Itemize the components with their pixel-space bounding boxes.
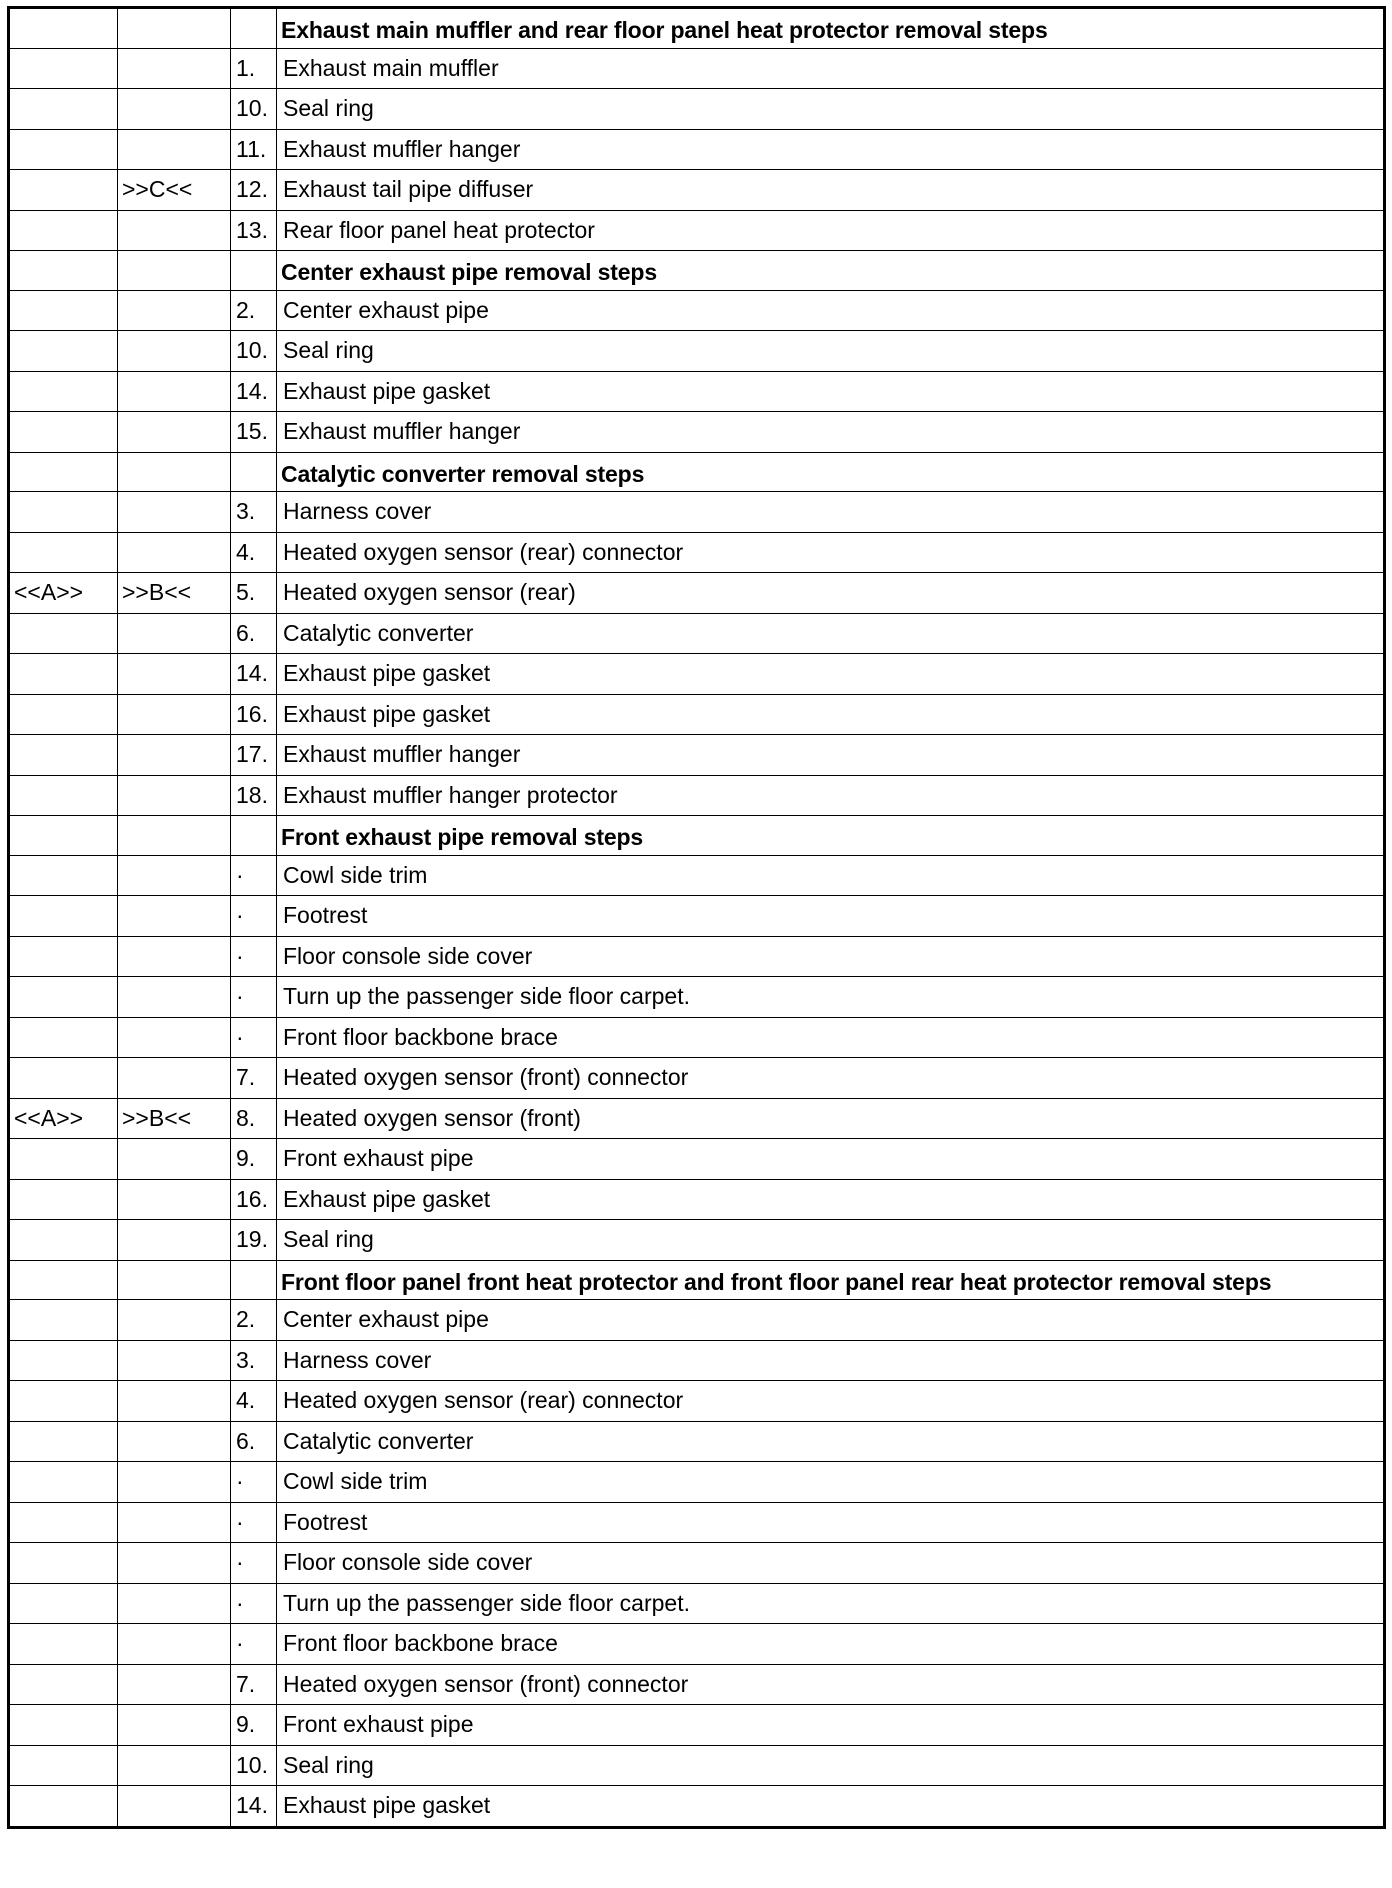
reference-b-cell [118, 1745, 231, 1786]
step-name: Seal ring [277, 331, 1385, 372]
step-row [9, 775, 1385, 816]
reference-a-cell [9, 1139, 118, 1180]
reference-b-cell [118, 1179, 231, 1220]
step-number: 13. [231, 210, 277, 251]
step-number: 8. [231, 1098, 277, 1139]
reference-a-cell [9, 855, 118, 896]
empty-cell [118, 251, 231, 291]
reference-a-cell [9, 1583, 118, 1624]
reference-b-cell: >>C<< [118, 170, 231, 211]
empty-cell [118, 816, 231, 856]
reference-a-cell [9, 613, 118, 654]
step-row [9, 1664, 1385, 1705]
step-name: Harness cover [277, 492, 1385, 533]
section-title: Exhaust main muffler and rear floor panel heat protector removal steps [277, 8, 1385, 49]
reference-b-cell [118, 492, 231, 533]
reference-a-cell [9, 89, 118, 130]
reference-a-cell [9, 170, 118, 211]
reference-a-cell [9, 1340, 118, 1381]
reference-a-cell [9, 371, 118, 412]
reference-b-cell [118, 1421, 231, 1462]
removal-steps-table [7, 6, 1386, 1829]
reference-b-cell [118, 371, 231, 412]
step-number: 9. [231, 1139, 277, 1180]
step-number: 9. [231, 1705, 277, 1746]
step-number: 4. [231, 532, 277, 573]
step-row [9, 1058, 1385, 1099]
step-name: Exhaust pipe gasket [277, 371, 1385, 412]
step-number: 10. [231, 89, 277, 130]
reference-b-cell [118, 775, 231, 816]
step-name: Footrest [277, 896, 1385, 937]
empty-cell [9, 8, 118, 49]
empty-cell [231, 8, 277, 49]
step-row [9, 1017, 1385, 1058]
step-number: 19. [231, 1220, 277, 1261]
step-row [9, 1220, 1385, 1261]
reference-b-cell: >>B<< [118, 573, 231, 614]
reference-a-cell [9, 1381, 118, 1422]
reference-b-cell [118, 532, 231, 573]
reference-b-cell [118, 1139, 231, 1180]
step-number: · [231, 855, 277, 896]
step-name: Seal ring [277, 1220, 1385, 1261]
reference-b-cell [118, 654, 231, 695]
step-number: 5. [231, 573, 277, 614]
step-name: Exhaust muffler hanger [277, 735, 1385, 776]
reference-b-cell [118, 129, 231, 170]
step-number: 15. [231, 412, 277, 453]
step-row [9, 412, 1385, 453]
step-name: Front floor backbone brace [277, 1017, 1385, 1058]
step-row [9, 896, 1385, 937]
step-row [9, 1502, 1385, 1543]
step-row [9, 1624, 1385, 1665]
step-row [9, 170, 1385, 211]
reference-a-cell [9, 1220, 118, 1261]
step-number: · [231, 1543, 277, 1584]
reference-a-cell [9, 1058, 118, 1099]
reference-b-cell [118, 1381, 231, 1422]
step-row [9, 1179, 1385, 1220]
step-row [9, 855, 1385, 896]
step-number: 16. [231, 1179, 277, 1220]
step-row [9, 129, 1385, 170]
step-row [9, 977, 1385, 1018]
step-name: Cowl side trim [277, 1462, 1385, 1503]
section-header-row [9, 452, 1385, 492]
step-name: Heated oxygen sensor (rear) [277, 573, 1385, 614]
step-row [9, 573, 1385, 614]
reference-b-cell: >>B<< [118, 1098, 231, 1139]
step-number: 14. [231, 1786, 277, 1828]
step-row [9, 694, 1385, 735]
step-name: Heated oxygen sensor (front) connector [277, 1664, 1385, 1705]
step-row [9, 1745, 1385, 1786]
reference-b-cell [118, 613, 231, 654]
empty-cell [9, 251, 118, 291]
reference-b-cell [118, 1624, 231, 1665]
step-number: 2. [231, 1300, 277, 1341]
empty-cell [9, 452, 118, 492]
reference-b-cell [118, 1583, 231, 1624]
step-name: Center exhaust pipe [277, 1300, 1385, 1341]
empty-cell [118, 1260, 231, 1300]
step-number: 7. [231, 1664, 277, 1705]
reference-a-cell [9, 936, 118, 977]
reference-a-cell [9, 210, 118, 251]
step-name: Seal ring [277, 89, 1385, 130]
step-name: Heated oxygen sensor (rear) connector [277, 532, 1385, 573]
step-name: Floor console side cover [277, 1543, 1385, 1584]
empty-cell [118, 8, 231, 49]
section-header-row [9, 251, 1385, 291]
reference-a-cell [9, 492, 118, 533]
reference-a-cell [9, 290, 118, 331]
step-number: · [231, 1017, 277, 1058]
reference-a-cell [9, 775, 118, 816]
empty-cell [231, 816, 277, 856]
reference-b-cell [118, 412, 231, 453]
section-title: Front floor panel front heat protector and front floor panel rear heat protector removal steps [277, 1260, 1385, 1300]
step-number: 7. [231, 1058, 277, 1099]
step-name: Heated oxygen sensor (front) connector [277, 1058, 1385, 1099]
step-row [9, 1786, 1385, 1828]
reference-b-cell [118, 1300, 231, 1341]
reference-a-cell [9, 1705, 118, 1746]
step-row [9, 1098, 1385, 1139]
step-name: Floor console side cover [277, 936, 1385, 977]
reference-b-cell [118, 331, 231, 372]
step-number: · [231, 977, 277, 1018]
empty-cell [118, 452, 231, 492]
step-number: · [231, 1583, 277, 1624]
reference-a-cell [9, 896, 118, 937]
section-title: Front exhaust pipe removal steps [277, 816, 1385, 856]
step-name: Exhaust pipe gasket [277, 694, 1385, 735]
reference-a-cell [9, 48, 118, 89]
step-name: Front floor backbone brace [277, 1624, 1385, 1665]
step-row [9, 89, 1385, 130]
step-number: 10. [231, 1745, 277, 1786]
reference-b-cell [118, 290, 231, 331]
step-name: Front exhaust pipe [277, 1139, 1385, 1180]
step-name: Center exhaust pipe [277, 290, 1385, 331]
reference-a-cell [9, 1300, 118, 1341]
reference-a-cell [9, 331, 118, 372]
empty-cell [231, 452, 277, 492]
step-name: Turn up the passenger side floor carpet. [277, 1583, 1385, 1624]
step-row [9, 532, 1385, 573]
reference-a-cell [9, 654, 118, 695]
reference-a-cell [9, 1179, 118, 1220]
reference-b-cell [118, 1058, 231, 1099]
reference-a-cell [9, 1502, 118, 1543]
step-number: 6. [231, 1421, 277, 1462]
step-name: Exhaust main muffler [277, 48, 1385, 89]
step-number: · [231, 896, 277, 937]
step-number: 3. [231, 1340, 277, 1381]
reference-a-cell [9, 694, 118, 735]
reference-b-cell [118, 1220, 231, 1261]
reference-b-cell [118, 48, 231, 89]
empty-cell [9, 816, 118, 856]
step-name: Exhaust muffler hanger [277, 412, 1385, 453]
step-row [9, 210, 1385, 251]
reference-a-cell [9, 412, 118, 453]
reference-a-cell [9, 1462, 118, 1503]
step-row [9, 654, 1385, 695]
reference-b-cell [118, 896, 231, 937]
step-name: Heated oxygen sensor (front) [277, 1098, 1385, 1139]
step-row [9, 48, 1385, 89]
step-row [9, 1381, 1385, 1422]
reference-a-cell [9, 1786, 118, 1828]
reference-a-cell [9, 1421, 118, 1462]
empty-cell [9, 1260, 118, 1300]
reference-b-cell [118, 1340, 231, 1381]
step-number: 14. [231, 654, 277, 695]
step-row [9, 1543, 1385, 1584]
section-header-row [9, 8, 1385, 49]
step-row [9, 492, 1385, 533]
step-row [9, 1139, 1385, 1180]
step-name: Seal ring [277, 1745, 1385, 1786]
step-number: 12. [231, 170, 277, 211]
step-number: 11. [231, 129, 277, 170]
step-number: · [231, 1502, 277, 1543]
step-row [9, 1300, 1385, 1341]
reference-a-cell [9, 1017, 118, 1058]
reference-b-cell [118, 210, 231, 251]
step-number: · [231, 1462, 277, 1503]
step-number: 3. [231, 492, 277, 533]
reference-b-cell [118, 1664, 231, 1705]
reference-a-cell [9, 1745, 118, 1786]
reference-b-cell [118, 1502, 231, 1543]
step-number: 14. [231, 371, 277, 412]
step-name: Exhaust muffler hanger protector [277, 775, 1385, 816]
reference-a-cell [9, 1624, 118, 1665]
empty-cell [231, 1260, 277, 1300]
reference-a-cell [9, 977, 118, 1018]
step-row [9, 613, 1385, 654]
reference-b-cell [118, 1462, 231, 1503]
step-name: Turn up the passenger side floor carpet. [277, 977, 1385, 1018]
empty-cell [231, 251, 277, 291]
step-number: 10. [231, 331, 277, 372]
step-number: 18. [231, 775, 277, 816]
reference-b-cell [118, 735, 231, 776]
step-row [9, 936, 1385, 977]
removal-steps-body [9, 8, 1385, 1828]
section-title: Center exhaust pipe removal steps [277, 251, 1385, 291]
reference-a-cell [9, 532, 118, 573]
reference-b-cell [118, 1786, 231, 1828]
reference-b-cell [118, 977, 231, 1018]
step-name: Front exhaust pipe [277, 1705, 1385, 1746]
reference-a-cell [9, 1664, 118, 1705]
step-number: 17. [231, 735, 277, 776]
reference-b-cell [118, 1017, 231, 1058]
reference-b-cell [118, 936, 231, 977]
reference-a-cell [9, 129, 118, 170]
step-row [9, 735, 1385, 776]
section-header-row [9, 816, 1385, 856]
step-name: Catalytic converter [277, 1421, 1385, 1462]
step-number: 4. [231, 1381, 277, 1422]
step-number: · [231, 1624, 277, 1665]
reference-a-cell: <<A>> [9, 573, 118, 614]
step-name: Exhaust tail pipe diffuser [277, 170, 1385, 211]
step-name: Rear floor panel heat protector [277, 210, 1385, 251]
step-row [9, 1421, 1385, 1462]
step-name: Cowl side trim [277, 855, 1385, 896]
step-name: Exhaust pipe gasket [277, 1786, 1385, 1828]
step-number: 1. [231, 48, 277, 89]
reference-b-cell [118, 1543, 231, 1584]
step-number: · [231, 936, 277, 977]
step-name: Exhaust pipe gasket [277, 654, 1385, 695]
step-row [9, 1705, 1385, 1746]
step-name: Heated oxygen sensor (rear) connector [277, 1381, 1385, 1422]
reference-a-cell [9, 735, 118, 776]
step-row [9, 1462, 1385, 1503]
reference-b-cell [118, 89, 231, 130]
step-name: Exhaust muffler hanger [277, 129, 1385, 170]
step-number: 2. [231, 290, 277, 331]
step-name: Harness cover [277, 1340, 1385, 1381]
section-title: Catalytic converter removal steps [277, 452, 1385, 492]
section-header-row [9, 1260, 1385, 1300]
step-row [9, 290, 1385, 331]
step-number: 6. [231, 613, 277, 654]
step-row [9, 331, 1385, 372]
step-number: 16. [231, 694, 277, 735]
reference-b-cell [118, 1705, 231, 1746]
reference-b-cell [118, 694, 231, 735]
reference-b-cell [118, 855, 231, 896]
step-name: Catalytic converter [277, 613, 1385, 654]
step-row [9, 1340, 1385, 1381]
step-name: Exhaust pipe gasket [277, 1179, 1385, 1220]
reference-a-cell: <<A>> [9, 1098, 118, 1139]
reference-a-cell [9, 1543, 118, 1584]
step-row [9, 1583, 1385, 1624]
step-name: Footrest [277, 1502, 1385, 1543]
step-row [9, 371, 1385, 412]
